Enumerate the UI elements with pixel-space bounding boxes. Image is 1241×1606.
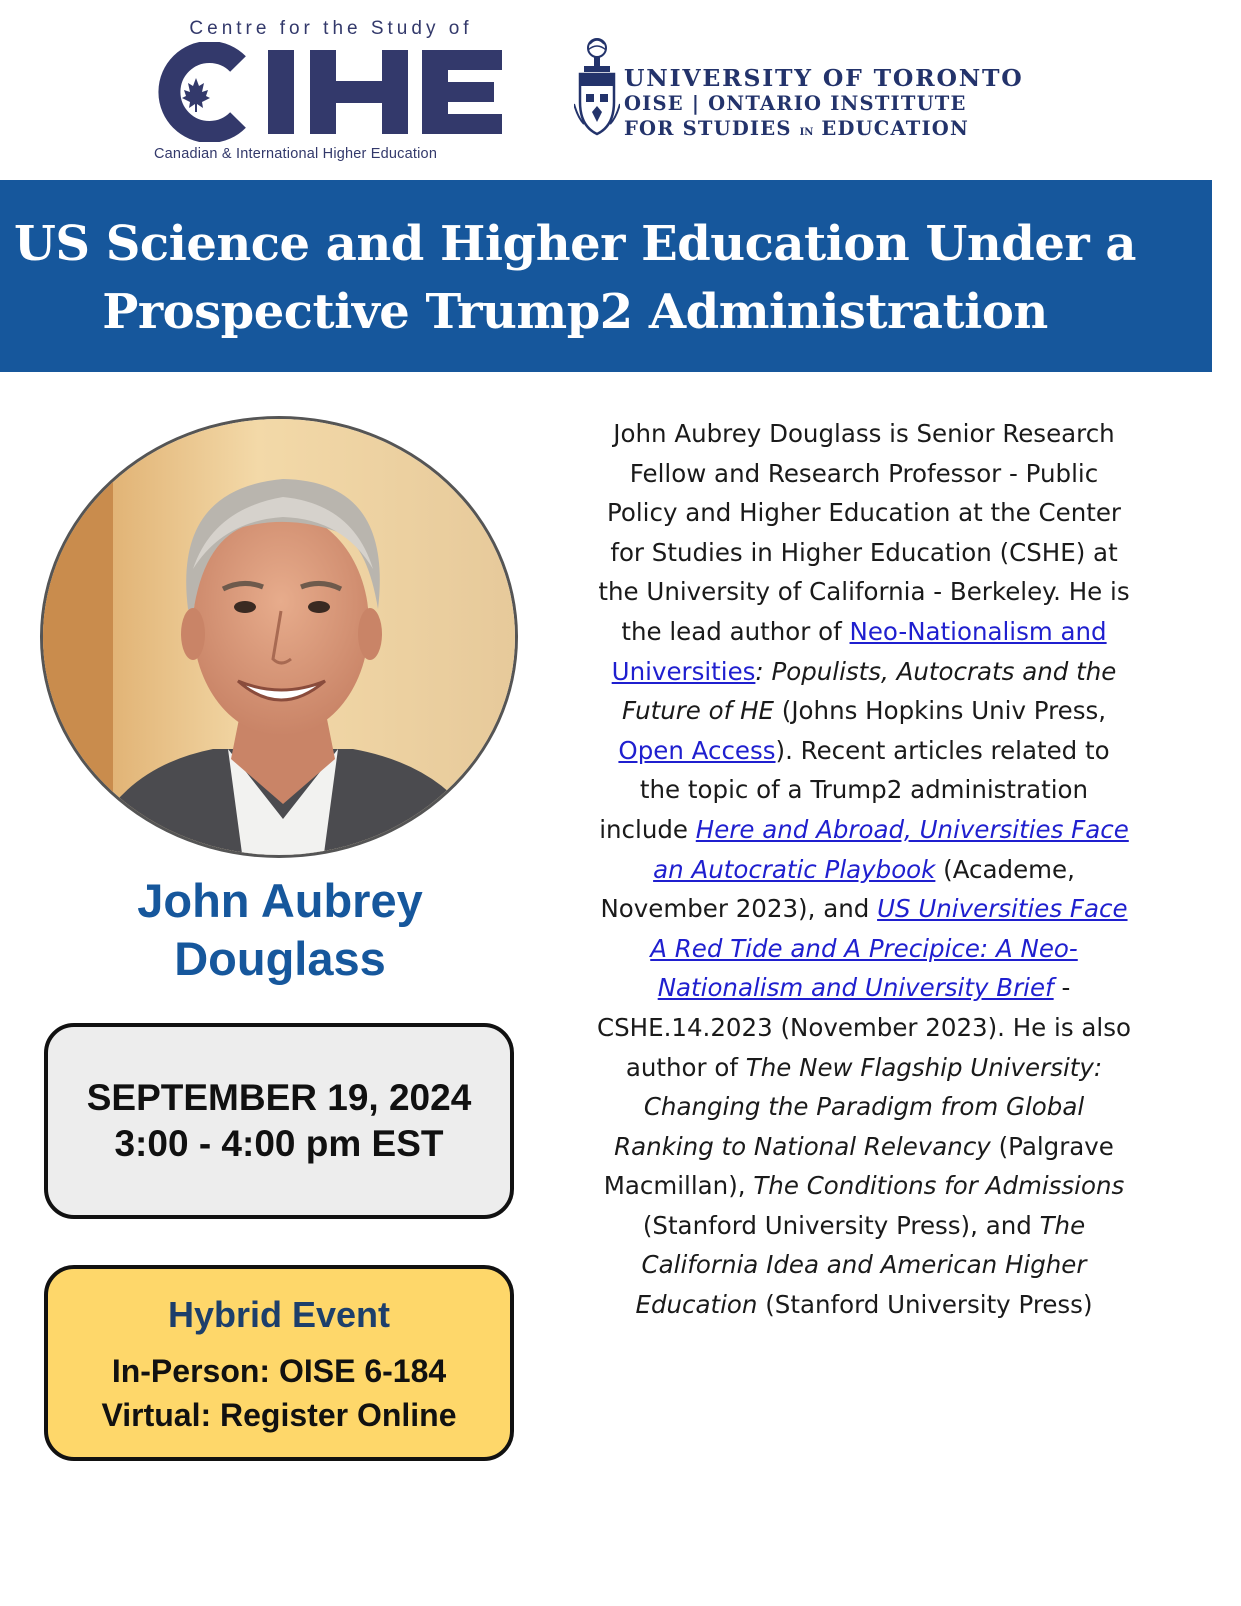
bio-text: John Aubrey Douglass is Senior Research Fellow and Research Professor - Public Policy and Higher Education at the Center for Studies in Higher Education (CSHE) at the University of California - Berkeley. He is the lead author of <box>598 419 1130 646</box>
bio-book-subtitle: : Populists, Autocrats and the Future of HE <box>621 656 1117 726</box>
speaker-photo <box>40 416 518 858</box>
event-time: 3:00 - 4:00 pm EST <box>114 1123 444 1164</box>
date-box <box>44 1023 514 1219</box>
event-title-line1: US Science and Higher Education Under a <box>14 216 1136 272</box>
bio-text: (Johns Hopkins Univ Press, <box>773 696 1107 726</box>
event-format-title: Hybrid Event <box>167 1294 391 1335</box>
bio-book-title: The California Idea and American Higher Education <box>635 1210 1087 1320</box>
virtual-registration: Virtual: Register Online <box>101 1397 457 1433</box>
cihe-top-text: Centre for the Study of <box>189 18 473 39</box>
neo-nationalism-book-link[interactable]: Neo-Nationalism and Universities <box>611 616 1107 686</box>
bio-text: (Stanford University Press) <box>757 1290 1093 1320</box>
uoft-wordmark <box>624 66 1024 145</box>
uoft-line2: OISE | ONTARIO INSTITUTE <box>624 92 967 115</box>
speaker-name-line2: Douglass <box>174 932 386 985</box>
bio-text: (Palgrave Macmillan), <box>603 1131 1114 1201</box>
uoft-oise-logo <box>574 38 1074 148</box>
event-date: SEPTEMBER 19, 2024 <box>86 1077 472 1118</box>
bio-text: ). Recent articles related to the topic of a Trump2 administration include <box>599 735 1110 844</box>
bio-text: (Academe, November 2023), and <box>600 854 1075 924</box>
bio-book-title: The Conditions for Admissions <box>753 1171 1125 1201</box>
uoft-line3: FOR STUDIES IN EDUCATION <box>624 117 970 140</box>
in-person-location: In-Person: OISE 6-184 <box>111 1353 447 1389</box>
speaker-name-line1: John Aubrey <box>137 874 423 927</box>
speaker-portrait-illustration <box>43 419 518 858</box>
autocratic-playbook-article-link[interactable]: Here and Abroad, Universities Face an Autocratic Playbook <box>653 814 1129 884</box>
maple-leaf-icon <box>182 78 210 112</box>
red-tide-brief-link[interactable]: US Universities Face A Red Tide and A Precipice: A Neo-Nationalism and University Brief <box>650 894 1128 1003</box>
open-access-link[interactable]: Open Access <box>618 735 776 765</box>
speaker-bio <box>596 414 1132 1325</box>
event-title <box>0 210 1150 346</box>
cihe-logo <box>150 18 510 168</box>
event-format-box <box>44 1265 514 1461</box>
speaker-name <box>40 872 520 988</box>
bio-text: (Stanford University Press), and <box>642 1210 1040 1240</box>
title-banner <box>0 180 1212 372</box>
bio-text: - CSHE.14.2023 (November 2023). He is also author of <box>597 973 1131 1082</box>
uoft-crest-icon <box>574 38 620 138</box>
bio-book-title: The New Flagship University: Changing the Paradigm from Global Ranking to National Relevancy <box>614 1052 1103 1161</box>
cihe-wordmark <box>150 42 510 142</box>
uoft-line1: UNIVERSITY OF TORONTO <box>624 64 1024 92</box>
event-title-line2: Prospective Trump2 Administration <box>102 284 1048 340</box>
cihe-bottom-text: Canadian & International Higher Education <box>154 146 438 162</box>
